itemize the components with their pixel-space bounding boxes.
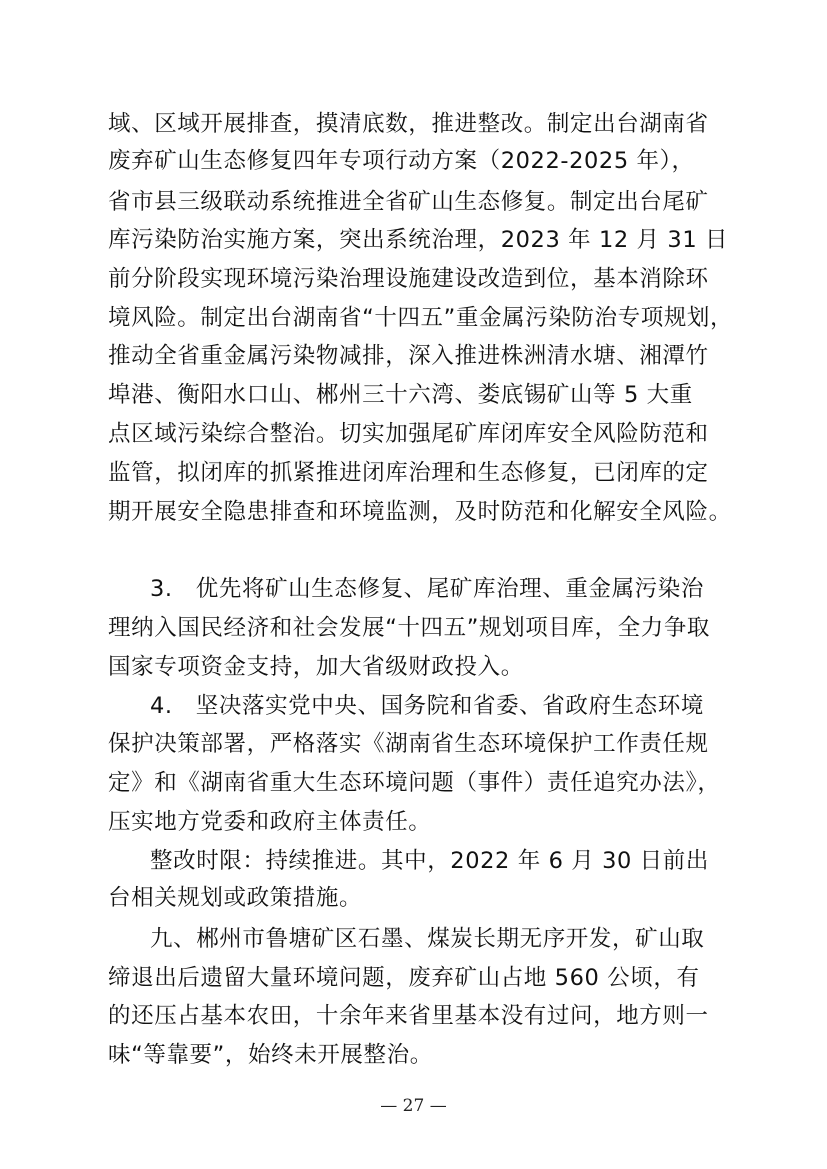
text-line: 境风险。制定出台湖南省“十四五”重金属污染防治专项规划， <box>108 305 734 331</box>
section-nine-heading: 九、郴州市鲁塘矿区石墨、煤炭长期无序开发，矿山取 <box>150 926 705 952</box>
text-line: 推动全省重金属污染物减排，深入推进株洲清水塘、湘潭竹 <box>108 343 709 369</box>
page-number: — 27 — <box>380 1096 447 1116</box>
text-line: 国家专项资金支持，加大省级财政投入。 <box>108 654 524 680</box>
deadline-paragraph: 整改时限：持续推进。其中，2022 年 6 月 30 日前出 <box>150 848 709 874</box>
text-line: 库污染防治实施方案，突出系统治理，2023 年 12 月 31 日 <box>108 227 729 253</box>
text-line: 台相关规划或政策措施。 <box>108 885 363 911</box>
text-line: 定》和《湖南省重大生态环境问题（事件）责任追究办法》， <box>108 770 721 796</box>
text-line: 的还压占基本农田，十余年来省里基本没有过问，地方则一 <box>108 1003 709 1029</box>
text-line: 域、区域开展排查，摸清底数，推进整改。制定出台湖南省 <box>108 111 709 137</box>
text-line: 味“等靠要”，始终未开展整治。 <box>108 1042 433 1068</box>
text-line: 期开展安全隐患排查和环境监测，及时防范和化解安全风险。 <box>108 499 732 525</box>
text-line: 缔退出后遗留大量环境问题，废弃矿山占地 560 公顷，有 <box>108 965 700 991</box>
numbered-item-3: 3. 优先将矿山生态修复、尾矿库治理、重金属污染治 <box>150 576 704 602</box>
text-line: 省市县三级联动系统推进全省矿山生态修复。制定出台尾矿 <box>108 189 709 215</box>
text-line: 监管，拟闭库的抓紧推进闭库治理和生态修复，已闭库的定 <box>108 460 709 486</box>
text-line: 理纳入国民经济和社会发展“十四五”规划项目库，全力争取 <box>108 615 711 641</box>
text-line: 前分阶段实现环境污染治理设施建设改造到位，基本消除环 <box>108 266 709 292</box>
text-line: 压实地方党委和政府主体责任。 <box>108 809 432 835</box>
numbered-item-4: 4. 坚决落实党中央、国务院和省委、省政府生态环境 <box>150 693 704 719</box>
text-line: 保护决策部署，严格落实《湖南省生态环境保护工作责任规 <box>108 731 709 757</box>
text-line: 埠港、衡阳水口山、郴州三十六湾、娄底锡矿山等 5 大重 <box>108 382 693 408</box>
text-line: 废弃矿山生态修复四年专项行动方案（2022-2025 年）， <box>108 148 695 174</box>
text-line: 点区域污染综合整治。切实加强尾矿库闭库安全风险防范和 <box>108 421 709 447</box>
